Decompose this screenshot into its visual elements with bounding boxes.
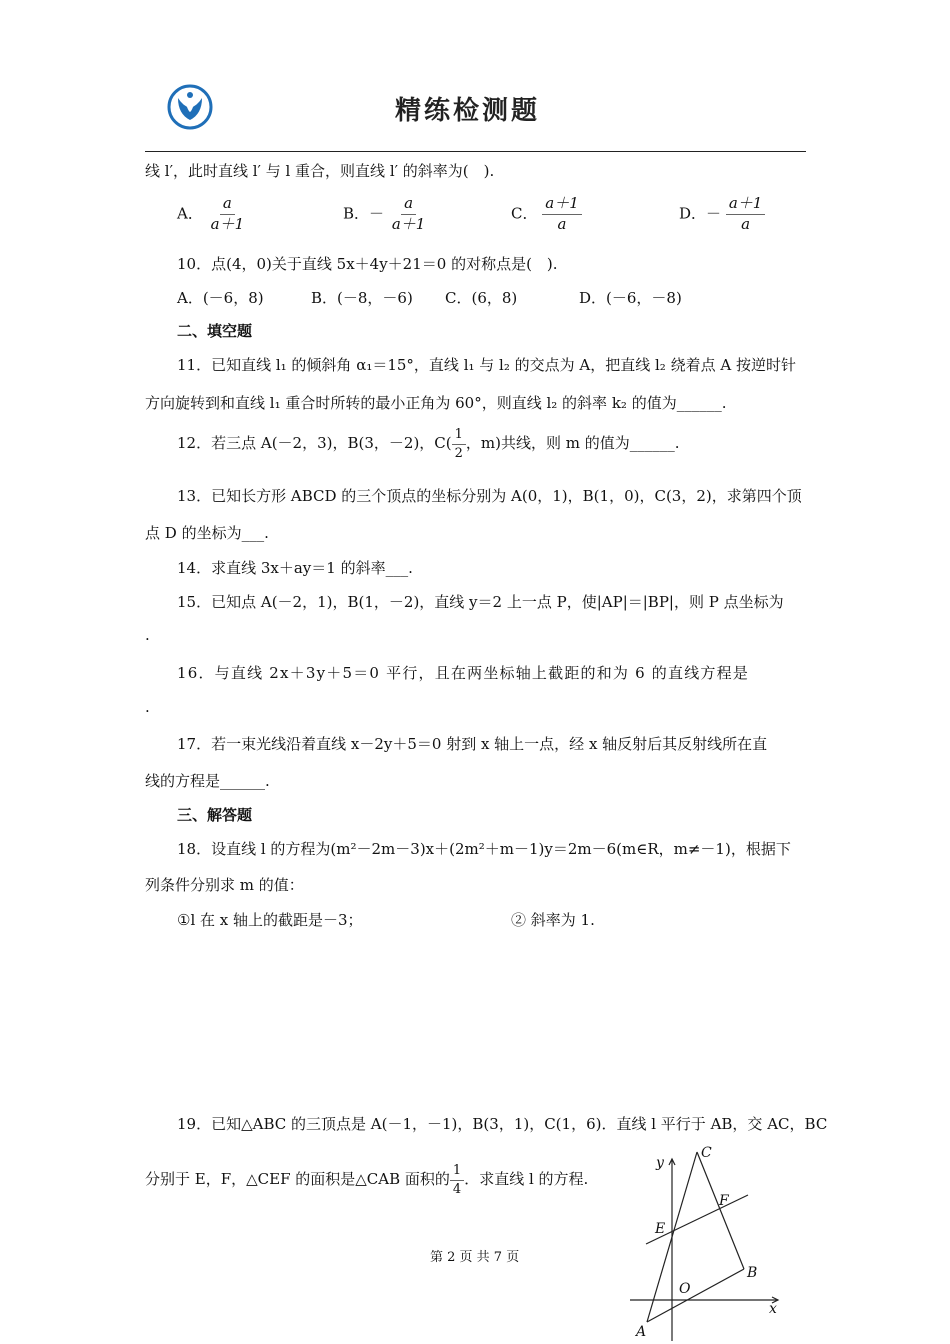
q15-line1: 15．已知点 A(－2，1)，B(1，－2)，直线 y＝2 上一点 P，使|AP|＝|BP|，则 P 点坐标为 — [177, 593, 784, 611]
triangle-figure — [628, 1143, 800, 1343]
publisher-logo-icon — [167, 84, 213, 130]
header-divider — [145, 151, 806, 152]
q17-line2: 线的方程是______. — [145, 772, 270, 790]
q18-subpart-1: ①l 在 x 轴上的截距是－3； — [177, 911, 363, 929]
q9-option-c: C． $\frac{a+1}{a}$ — [511, 196, 582, 233]
q14: 14．求直线 3x＋ay＝1 的斜率___. — [177, 559, 413, 577]
q9-option-d: D．－ $\frac{a+1}{a}$ — [679, 196, 765, 233]
label-y: y — [656, 1155, 664, 1171]
label-x: x — [769, 1301, 777, 1317]
q9-option-a: A． $\frac{a}{a+1}$ — [177, 194, 245, 233]
label-b: B — [747, 1265, 758, 1281]
q10-option-c: C．(6，8) — [445, 289, 518, 307]
q18-line2: 列条件分别求 m 的值： — [145, 876, 304, 894]
q13-line2: 点 D 的坐标为___. — [145, 524, 269, 542]
side-cb — [697, 1152, 744, 1269]
q17-line1: 17．若一束光线沿着直线 x－2y＋5＝0 射到 x 轴上一点，经 x 轴反射后其反射线所在直 — [177, 735, 768, 753]
q15-line2: . — [145, 626, 150, 644]
q9-option-b: B．－ $\frac{a}{a+1}$ — [343, 194, 426, 233]
q11-line1: 11．已知直线 l₁ 的倾斜角 α₁＝15°，直线 l₁ 与 l₂ 的交点为 A，把直线 l₂ 绕着点 A 按逆时针 — [177, 356, 796, 374]
q10-option-d: D．(－6，－8) — [579, 289, 682, 307]
q19-line1: 19．已知△ABC 的三顶点是 A(－1，－1)，B(3，1)，C(1，6)．直线 l 平行于 AB，交 AC，BC — [177, 1115, 828, 1133]
q10-option-a: A．(－6，8) — [177, 289, 264, 307]
label-f: F — [719, 1193, 729, 1209]
q13-line1: 13．已知长方形 ABCD 的三个顶点的坐标分别为 A(0，1)，B(1，0)，C(3，2)，求第四个顶 — [177, 487, 802, 505]
q9-tail: 线 l′，此时直线 l′ 与 l 重合，则直线 l′ 的斜率为( ). — [145, 162, 495, 180]
q19-line2: 分别于 E，F，△CEF 的面积是△CAB 面积的 $\frac{1}{4}$ ．求直线 l 的方程. — [145, 1163, 589, 1197]
q18-subpart-2: ② 斜率为 1. — [511, 911, 595, 929]
q16-line1: 16．与直线 2x＋3y＋5＝0 平行，且在两坐标轴上截距的和为 6 的直线方程是 — [177, 664, 750, 682]
q18-line1: 18．设直线 l 的方程为(m²－2m－3)x＋(2m²＋m－1)y＝2m－6(m∈R，m≠－1)，根据下 — [177, 840, 791, 858]
q12: 12．若三点 A(－2，3)，B(3，－2)，C( $\frac{1}{2}$ ，m)共线，则 m 的值为______. — [177, 427, 680, 461]
q11-line2: 方向旋转到和直线 l₁ 重合时所转的最小正角为 60°，则直线 l₂ 的斜率 k₂ 的值为______. — [145, 394, 727, 412]
section-heading-fill-in: 二、填空题 — [177, 322, 253, 340]
label-e: E — [655, 1221, 666, 1237]
label-a: A — [636, 1324, 647, 1340]
section-heading-solve: 三、解答题 — [177, 806, 253, 824]
side-ab — [647, 1269, 744, 1322]
label-o: O — [679, 1281, 691, 1297]
q10-option-b: B．(－8，－6) — [311, 289, 413, 307]
page-title: 精练检测题 — [395, 96, 541, 126]
q16-line2: . — [145, 698, 150, 716]
q10-stem: 10．点(4，0)关于直线 5x＋4y＋21＝0 的对称点是( ). — [177, 255, 558, 273]
label-c: C — [701, 1145, 712, 1161]
page-number: 第 2 页 共 7 页 — [430, 1250, 520, 1265]
